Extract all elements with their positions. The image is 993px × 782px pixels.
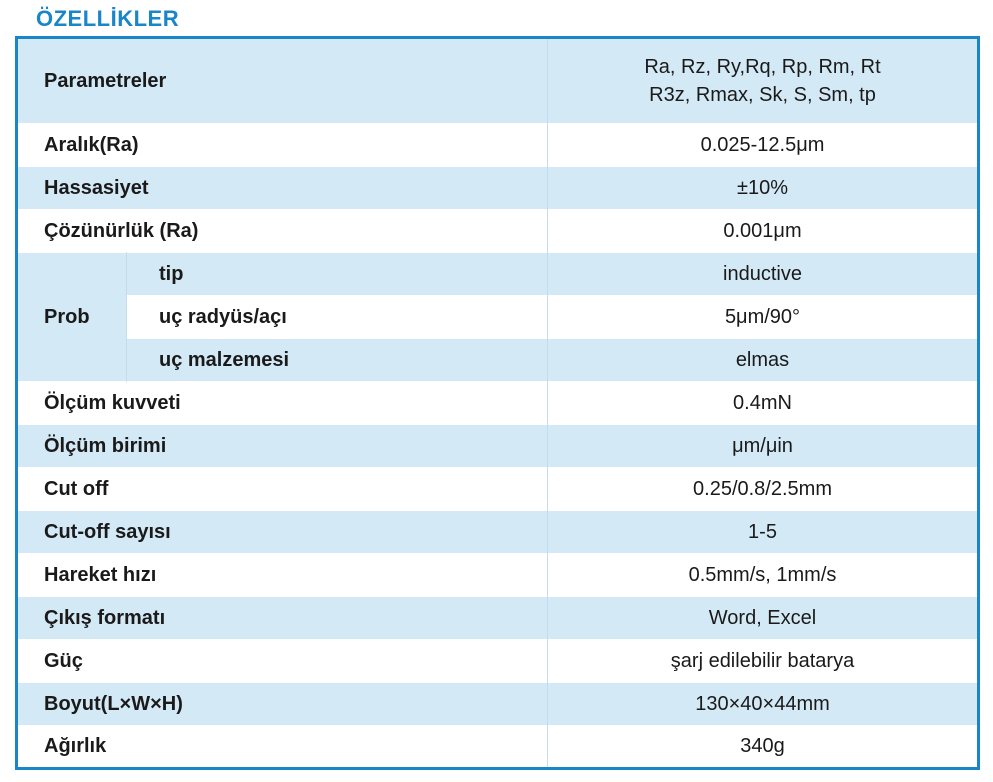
row-value: 0.4mN — [548, 382, 979, 425]
row-value: Word, Excel — [548, 597, 979, 640]
table-row — [17, 296, 979, 339]
page-title: ÖZELLİKLER — [36, 6, 180, 31]
row-value: μm/μin — [548, 425, 979, 468]
row-label: Cut off — [17, 468, 548, 511]
parameters-line-1: Ra, Rz, Ry,Rq, Rp, Rm, Rt — [644, 56, 881, 78]
table-row — [17, 210, 979, 253]
row-value: elmas — [548, 339, 979, 382]
table-row — [17, 425, 979, 468]
parameters-line-2: R3z, Rmax, Sk, S, Sm, tp — [649, 84, 876, 106]
row-label: Hassasiyet — [17, 167, 548, 210]
table-row — [17, 726, 979, 769]
row-value: 0.025-12.5μm — [548, 124, 979, 167]
row-label: Ağırlık — [17, 726, 548, 769]
table-row — [17, 554, 979, 597]
table-row — [17, 124, 979, 167]
row-label: Parametreler — [17, 38, 548, 124]
table-row — [17, 382, 979, 425]
table-row — [17, 167, 979, 210]
row-label: Güç — [17, 640, 548, 683]
row-label: Çözünürlük (Ra) — [17, 210, 548, 253]
table-row — [17, 38, 979, 124]
row-label: Çıkış formatı — [17, 597, 548, 640]
table-row — [17, 253, 979, 296]
row-value: 0.25/0.8/2.5mm — [548, 468, 979, 511]
table-row — [17, 339, 979, 382]
table-row — [17, 468, 979, 511]
table-row — [17, 683, 979, 726]
table-row — [17, 597, 979, 640]
row-value: 0.001μm — [548, 210, 979, 253]
row-label: Aralık(Ra) — [17, 124, 548, 167]
row-label: Hareket hızı — [17, 554, 548, 597]
row-value: 0.5mm/s, 1mm/s — [548, 554, 979, 597]
row-value: inductive — [548, 253, 979, 296]
table-row — [17, 511, 979, 554]
row-value: ±10% — [548, 167, 979, 210]
row-label: Boyut(L×W×H) — [17, 683, 548, 726]
row-sublabel: tip — [127, 253, 548, 296]
row-value — [548, 38, 979, 124]
row-label: Ölçüm birimi — [17, 425, 548, 468]
row-value: 1-5 — [548, 511, 979, 554]
row-label: Ölçüm kuvveti — [17, 382, 548, 425]
prob-group-label: Prob — [17, 253, 127, 382]
row-value: şarj edilebilir batarya — [548, 640, 979, 683]
spec-table — [15, 36, 980, 770]
row-label: Cut-off sayısı — [17, 511, 548, 554]
table-row — [17, 640, 979, 683]
row-value: 130×40×44mm — [548, 683, 979, 726]
row-sublabel: uç malzemesi — [127, 339, 548, 382]
row-value: 340g — [548, 726, 979, 769]
row-value: 5μm/90° — [548, 296, 979, 339]
row-sublabel: uç radyüs/açı — [127, 296, 548, 339]
